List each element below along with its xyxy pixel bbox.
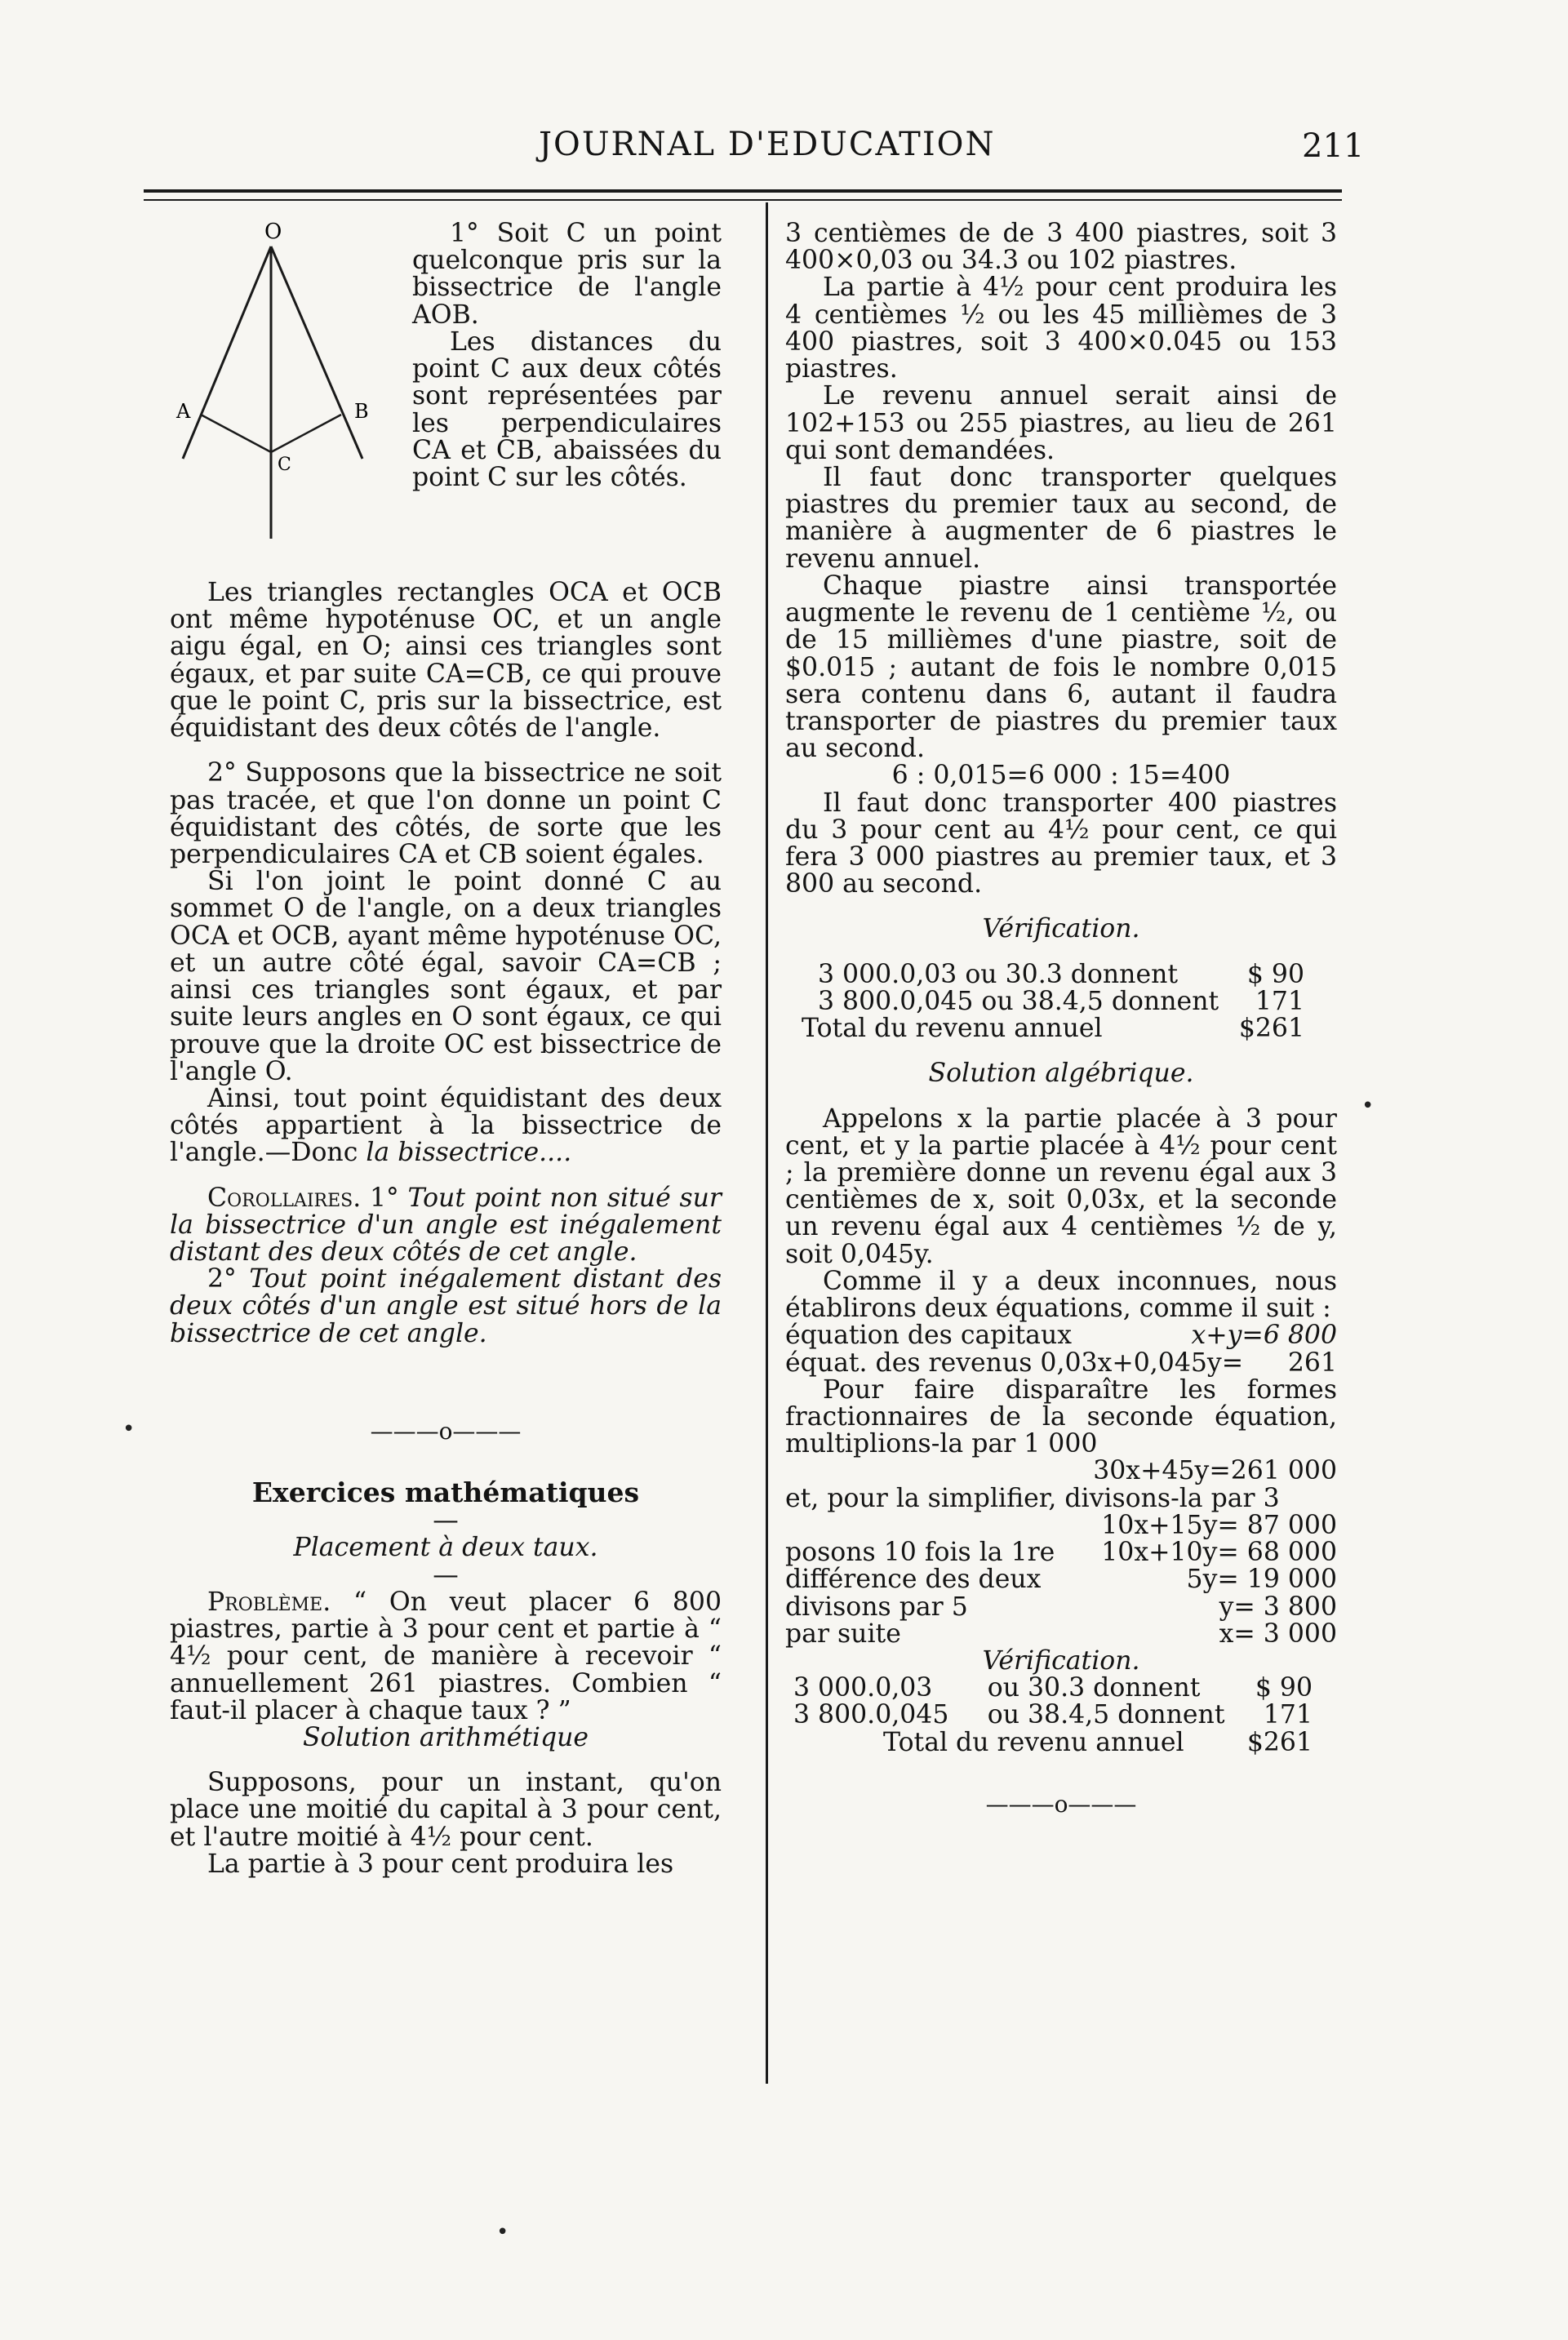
paragraph: 2° Supposons que la bissectrice ne soit pas tracée, et que l'on donne un point C équidistant des côtés, de sorte que les perpendiculaires CA et CB soient égales. (170, 758, 722, 869)
paragraph-text: Ainsi, tout point équidistant des deux côtés appartient à la bissectrice de l'angle.—Donc (170, 1083, 722, 1168)
column-divider (766, 202, 768, 2084)
print-speck: • (496, 2220, 509, 2245)
journal-title: JOURNAL D'EDUCATION (539, 126, 996, 163)
verification-row: Total du revenu annuel $261 (883, 1727, 1313, 1757)
angle-figure (165, 220, 398, 579)
paragraph: Les distances du point C aux deux côtés sont représentées par les perpendiculaires CA et CB, abaissées du point C sur les côtés. (412, 326, 722, 492)
label-b: B (354, 400, 369, 423)
paragraph: Il faut donc transporter quelques piastres du premier taux au second, de manière à augmenter de 6 piastres le revenu annuel. (785, 462, 1337, 574)
verification-row: 3 000.0,03 ou 30.3 donnent $ 90 (818, 959, 1304, 989)
equation-row: divisons par 5 y= 3 800 (785, 1592, 1337, 1622)
paragraph: Comme il y a deux inconnues, nous établirons deux équations, comme il suit : (785, 1266, 1337, 1324)
probleme (170, 1589, 722, 1725)
corollary-number: 1° (361, 1183, 408, 1213)
paragraph: Appelons x la partie placée à 3 pour cent, et y la partie placée à 4½ pour cent ; la première donne un revenu égal aux 3 centièmes de x, soit 0,03x, et la seconde un revenu égal aux 4 centièmes ½ de y, soit 0,045y. (785, 1103, 1337, 1269)
equation-row: par suite x= 3 000 (785, 1618, 1337, 1649)
corollary-text: Tout point non situé sur la bissectrice d'un angle est inégalement distant des deux côtés de cet angle. (170, 1183, 722, 1268)
equation-row: posons 10 fois la 1re 10x+10y= 68 000 (785, 1538, 1337, 1568)
label-c: C (278, 455, 291, 475)
header-rule-top (144, 189, 1342, 193)
paragraph: Il faut donc transporter 400 piastres du 3 pour cent au 4½ pour cent, ce qui fera 3 000 piastres au premier taux, et 3 800 au second. (785, 788, 1337, 899)
equation-row: équat. des revenus 0,03x+0,045y= 261 (785, 1348, 1337, 1378)
verification-row: 3 000.0,03 ou 30.3 donnent $ 90 (793, 1673, 1313, 1703)
section-separator: ———o——— (370, 1417, 522, 1445)
solution-arithmetique-title: Solution arithmétique (302, 1723, 589, 1752)
left-column (170, 220, 722, 1878)
section-separator: ———o——— (985, 1790, 1137, 1818)
paragraph: et, pour la simplifier, divisons-la par 3 (785, 1483, 1280, 1513)
equation-row: équation des capitaux x+y=6 800 (785, 1321, 1337, 1351)
corollary-number: 2° (207, 1264, 250, 1294)
equation: 6 : 0,015=6 000 : 15=400 (891, 761, 1231, 791)
probleme-label: Problème. (207, 1587, 331, 1617)
probleme-text: “ On veut placer 6 800 piastres, partie à 3 pour cent et partie à “ 4½ pour cent, de manière à recevoir “ annuellement 261 piastres. Combien “ faut-il placer à chaque taux ? ” (170, 1587, 722, 1725)
corollary-text: Tout point inégalement distant des deux côtés d'un angle est situé hors de la bissectrice de cet angle. (170, 1264, 722, 1348)
paragraph (170, 1083, 722, 1168)
verification-row: Total du revenu annuel $261 (802, 1014, 1304, 1044)
subtitle: Placement à deux taux. (293, 1533, 598, 1563)
print-speck: • (122, 1417, 135, 1441)
page-number: 211 (1302, 127, 1365, 165)
paragraph: Supposons, pour un instant, qu'on place une moitié du capital à 3 pour cent, et l'autre moitié à 4½ pour cent. (170, 1768, 722, 1852)
corollary-2 (170, 1266, 722, 1348)
dash: — (433, 1506, 459, 1536)
corollaires-label: Corollaires. (207, 1183, 362, 1213)
equation-row: différence des deux 5y= 19 000 (785, 1565, 1337, 1595)
paragraph: 1° Soit C un point quelconque pris sur la bissectrice de l'angle AOB. (412, 219, 722, 330)
equation: 10x+15y= 87 000 (1101, 1510, 1337, 1540)
verification-row: 3 800.0,045 ou 38.4,5 donnent 171 (818, 986, 1304, 1016)
label-a: A (176, 400, 191, 423)
corollary-1 (170, 1185, 722, 1267)
verification-row: 3 800.0,045 ou 38.4,5 donnent 171 (793, 1700, 1313, 1730)
equation: 30x+45y=261 000 (1093, 1456, 1337, 1486)
solution-algebrique-title: Solution algébrique. (928, 1059, 1194, 1089)
print-speck: • (1361, 1094, 1375, 1118)
dash: — (433, 1560, 459, 1590)
header-rule-bottom (144, 199, 1342, 201)
verification-title: Vérification. (982, 1645, 1140, 1676)
page-header (0, 121, 1568, 170)
paragraph-italic: la bissectrice.... (366, 1138, 572, 1168)
paragraph: Le revenu annuel serait ainsi de 102+153 ou 255 piastres, au lieu de 261 qui sont demandées. (785, 381, 1337, 465)
verification-title: Vérification. (982, 914, 1140, 944)
paragraph: La partie à 3 pour cent produira les (207, 1849, 674, 1879)
angle-diagram (165, 220, 398, 579)
paragraph: Chaque piastre ainsi transportée augmente le revenu de 1 centième ½, ou de 15 millièmes d'une piastre, soit de $0.015 ; autant de fois le nombre 0,015 sera contenu dans 6, autant il faudra transporter de piastres du premier taux au second. (785, 571, 1337, 764)
paragraph: 3 centièmes de de 3 400 piastres, soit 3 400×0,03 ou 34.3 ou 102 piastres. (785, 219, 1337, 276)
paragraph: La partie à 4½ pour cent produira les 4 centièmes ½ ou les 45 millièmes de 3 400 piastres, soit 3 400×0.045 ou 153 piastres. (785, 273, 1337, 384)
paragraph: Les triangles rectangles OCA et OCB ont même hypoténuse OC, et un angle aigu égal, en O; ainsi ces triangles sont égaux, et par suite CA=CB, ce qui prouve que le point C, pris sur la bissectrice, est équidistant des deux côtés de l'angle. (170, 578, 722, 744)
right-column (785, 220, 1337, 1816)
section-title: Exercices mathématiques (251, 1476, 640, 1509)
paragraph: Pour faire disparaître les formes fractionnaires de la seconde équation, multiplions-la par 1 000 (785, 1374, 1337, 1459)
paragraph: Si l'on joint le point donné C au sommet O de l'angle, on a deux triangles OCA et OCB, ayant même hypoténuse OC, et un autre côté égal, savoir CA=CB ; ainsi ces triangles sont égaux, et par suite leurs angles en O sont égaux, ce qui prouve que la droite OC est bissectrice de l'angle O. (170, 867, 722, 1086)
label-o: O (264, 220, 282, 244)
